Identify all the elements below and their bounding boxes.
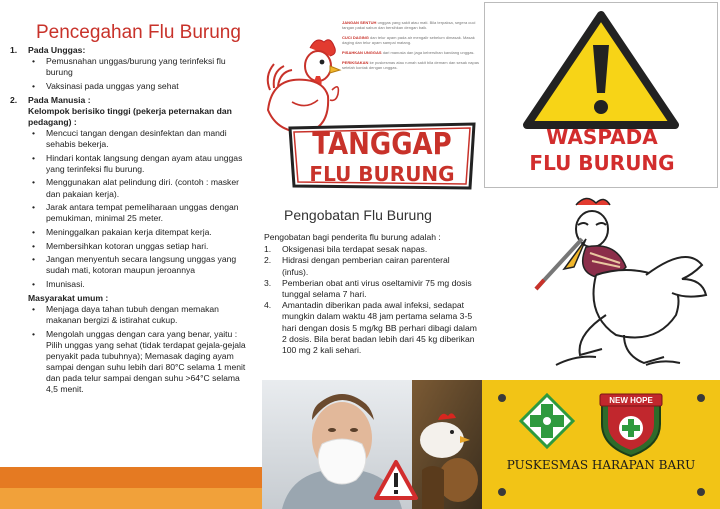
list-item: • Mengolah unggas dengan cara yang benar, yaitu : Pilih unggas yang sehat (tidak terdapat gejala-gejala penyakit pada tubuhnya); Memasak daging ayam sampai dengan suhu lebih dari 80°C selama 1 menit dan pada telur sampai dengan suhu >64°C selama 4,5 menit.: [32, 329, 254, 396]
note-item: JANGAN SENTUH unggas yang sakit atau mati. Bila terpaksa, segera cuci tangan pakai sabun dan bersihkan dengan baik.: [342, 20, 476, 30]
section-human-heading: 2. Pada Manusia :: [10, 94, 91, 105]
prevention-panel: [0, 0, 260, 509]
waspada-line1: WASPADA: [546, 125, 658, 149]
high-risk-subheading: Kelompok berisiko tinggi (pekerja peternakan dan pedagang) :: [28, 105, 232, 127]
note-item: CUCI DAGING dan telur ayam pada air mengalir sebelum dimasak. Masak daging dan telur ayam sampai matang.: [342, 35, 475, 45]
clinic-footer: [482, 380, 720, 509]
light-orange-stripe: [0, 488, 262, 509]
note-item: PERIKSAKAN ke puskesmas atau rumah sakit bila demam dan sesak napas setelah kontak dengan unggas.: [342, 60, 479, 70]
new-hope-label: NEW HOPE: [609, 396, 653, 405]
list-item: • Pemusnahan unggas/burung yang terinfeksi flu burung: [32, 56, 254, 78]
waspada-line2: FLU BURUNG: [529, 151, 675, 175]
note-item: PISAHKAN UNGGAS dari manusia dan jaga kebersihan kandang unggas.: [342, 50, 475, 55]
list-item: • Meninggalkan pakaian kerja ditempat kerja.: [32, 227, 254, 238]
high-risk-list: [32, 128, 254, 290]
public-list: [32, 304, 254, 395]
treatment-content: [264, 232, 478, 356]
decorative-dot: [498, 488, 506, 496]
waspada-box: [484, 2, 718, 188]
warning-triangle-icon: [521, 9, 681, 129]
poultry-list: [32, 56, 254, 92]
puskesmas-logo: [518, 392, 576, 450]
prevention-title: Pencegahan Flu Burung: [36, 22, 241, 43]
list-item: • Mencuci tangan dengan desinfektan dan mandi sehabis bekerja.: [32, 128, 254, 150]
list-item: • Menjaga daya tahan tubuh dengan memakan makanan bergizi & istirahat cukup.: [32, 304, 254, 326]
decorative-dot: [697, 488, 705, 496]
public-subheading: Masyarakat umum :: [28, 292, 109, 303]
treatment-item: 2. Hidrasi dengan pemberian cairan parenteral (infus).: [264, 255, 450, 277]
section-poultry-heading: 1. Pada Unggas:: [10, 45, 86, 55]
poster-notes: [342, 20, 480, 75]
list-item: • Membersihkan kotoran unggas setiap hari.: [32, 241, 254, 252]
sick-person-chicken-photo: [262, 380, 482, 509]
treatment-title: Pengobatan Flu Burung: [284, 207, 432, 223]
treatment-item: 1. Oksigenasi bila terdapat sesak napas.: [264, 244, 428, 255]
tanggap-line2: FLU BURUNG: [309, 162, 455, 186]
warning-panel: [482, 0, 720, 509]
treatment-item: 4. Amantadin diberikan pada awal infeksi, sedapat mungkin dalam waktu 48 jam pertama selama 3-5 hari dengan dosis 5 mg/kg BB perhari dibagi dalam 2 dosis. Bila berat badan lebih dari 45 kg diberikan 100 mg 2 kali sehari.: [264, 300, 477, 356]
list-item: • Vaksinasi pada unggas yang sehat: [32, 81, 254, 92]
list-item: • Jarak antara tempat pemeliharaan unggas dengan pemukiman, minimal 25 meter.: [32, 202, 254, 224]
tanggap-line1: TANGGAP: [312, 127, 452, 163]
tanggap-poster-title: [284, 120, 480, 192]
list-item: • Imunisasi.: [32, 279, 254, 290]
prevention-content: [10, 45, 254, 398]
list-item: • Hindari kontak langsung dengan ayam atau unggas yang terinfeksi flu burung.: [32, 153, 254, 175]
clinic-name: PUSKESMAS HARAPAN BARU: [506, 458, 696, 472]
treatment-intro: Pengobatan bagi penderita flu burung adalah :: [264, 232, 441, 242]
sick-chicken-illustration: [496, 195, 716, 375]
decorative-dot: [498, 394, 506, 402]
list-item: • Menggunakan alat pelindung diri. (contoh : masker dan pakaian kerja).: [32, 177, 254, 199]
treatment-item: 3. Pemberian obat anti virus oseltamivir 75 mg dosis tunggal selama 7 hari.: [264, 277, 472, 300]
list-item: • Jangan menyentuh secara langsung unggas yang sudah mati, kotoran maupun jeroannya: [32, 254, 254, 276]
decorative-dot: [697, 394, 705, 402]
new-hope-shield-logo: [596, 388, 666, 458]
treatment-panel: [262, 0, 482, 509]
